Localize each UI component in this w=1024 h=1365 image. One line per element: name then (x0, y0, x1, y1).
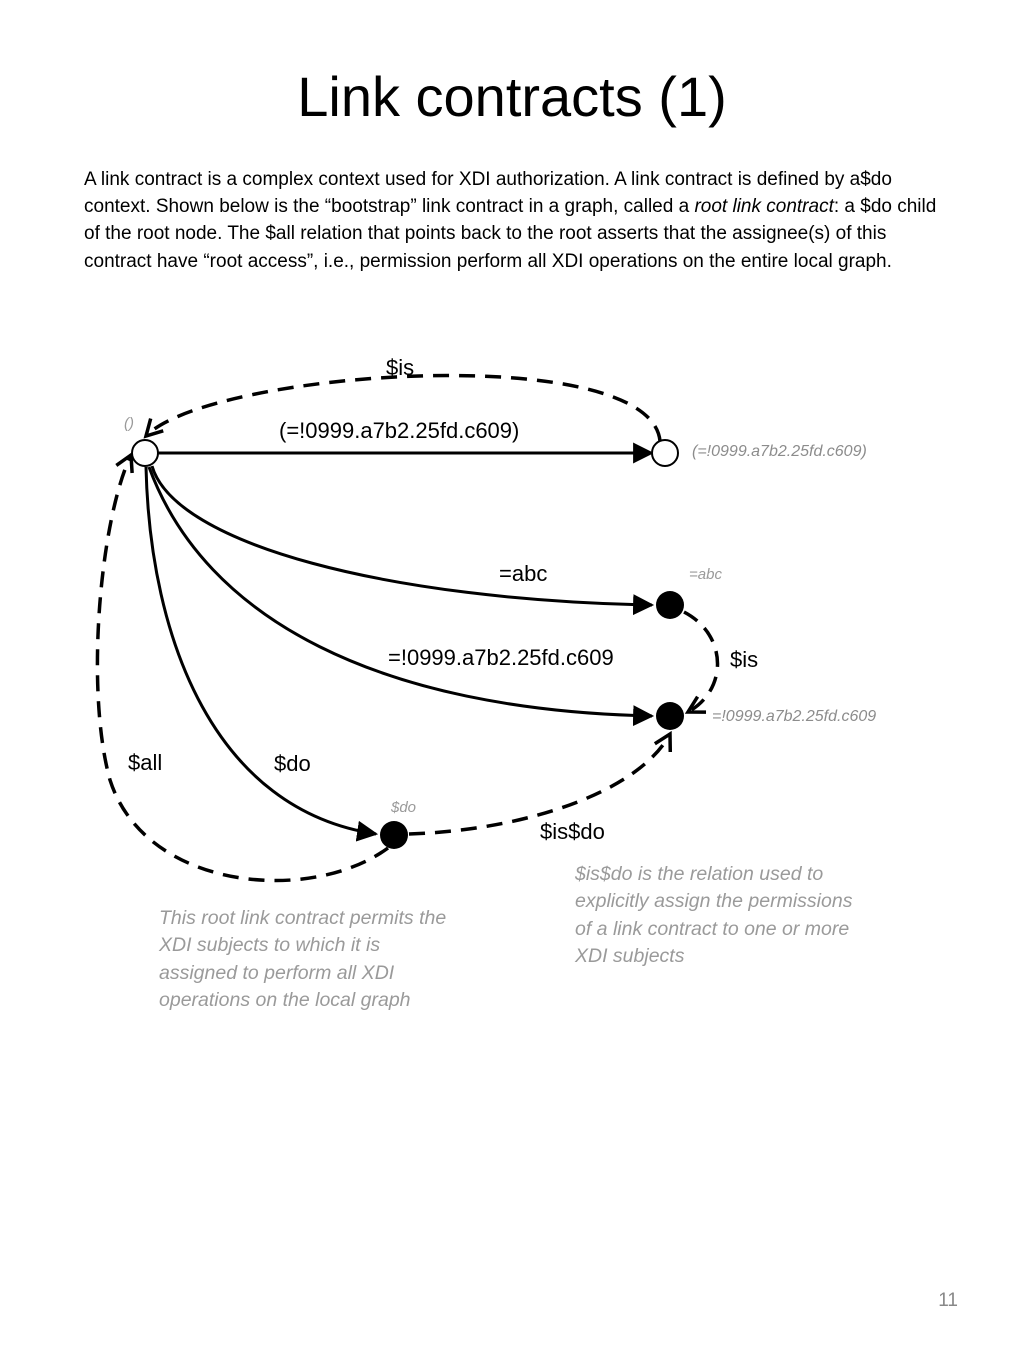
node-root (132, 440, 158, 466)
edge-root-to-do (146, 467, 376, 834)
intro-text-2: : a $do child of the root node. The $all relation that points back to the root asserts that the assignee(s) of this contract have “root access”, i.e., permission perform all XDI operations on the entire local graph. (84, 196, 937, 272)
node-label-inum: =!0999.a7b2.25fd.c609 (712, 708, 877, 725)
edge-label-root-cloud: (=!0999.a7b2.25fd.c609) (279, 418, 520, 443)
page-number: 11 (938, 1290, 958, 1311)
edge-label-all: $all (128, 750, 163, 775)
edge-root-to-inum (149, 467, 652, 716)
note-root-contract: This root link contract permits the XDI subjects to which it is assigned to perform all XDI operations on the local graph (159, 907, 447, 1011)
node-inum (656, 702, 684, 730)
edge-do-all-root (97, 455, 388, 881)
intro-text-emphasis: root link contract (694, 196, 834, 218)
note-isdo-relation: $is$do is the relation used to explicitly assign the permissions of a link contract to one or more XDI subjects (575, 863, 853, 967)
node-label-cloud: (=!0999.a7b2.25fd.c609) (692, 443, 867, 460)
node-label-do: $do (391, 799, 417, 816)
edge-label-inum: =!0999.a7b2.25fd.c609 (388, 645, 614, 670)
edge-label-abc-is: $is (730, 647, 759, 672)
edge-abc-is-inum (684, 612, 718, 712)
intro-text-1: A link contract is a complex context used for XDI authorization. A link contract is defined by a$do context. Shown below is the “bootstrap” link contract in a graph, called a (84, 169, 892, 218)
node-do (380, 821, 408, 849)
edge-label-abc: =abc (499, 561, 548, 586)
edge-label-isdo: $is$do (540, 819, 605, 844)
node-cloud (652, 440, 678, 466)
node-label-root: () (124, 415, 134, 432)
node-label-abc: =abc (689, 566, 722, 583)
node-abc (656, 591, 684, 619)
edge-label-cloud-is: $is (386, 355, 415, 380)
slide-title: Link contracts (1) (297, 65, 727, 128)
edge-label-do: $do (274, 751, 311, 776)
